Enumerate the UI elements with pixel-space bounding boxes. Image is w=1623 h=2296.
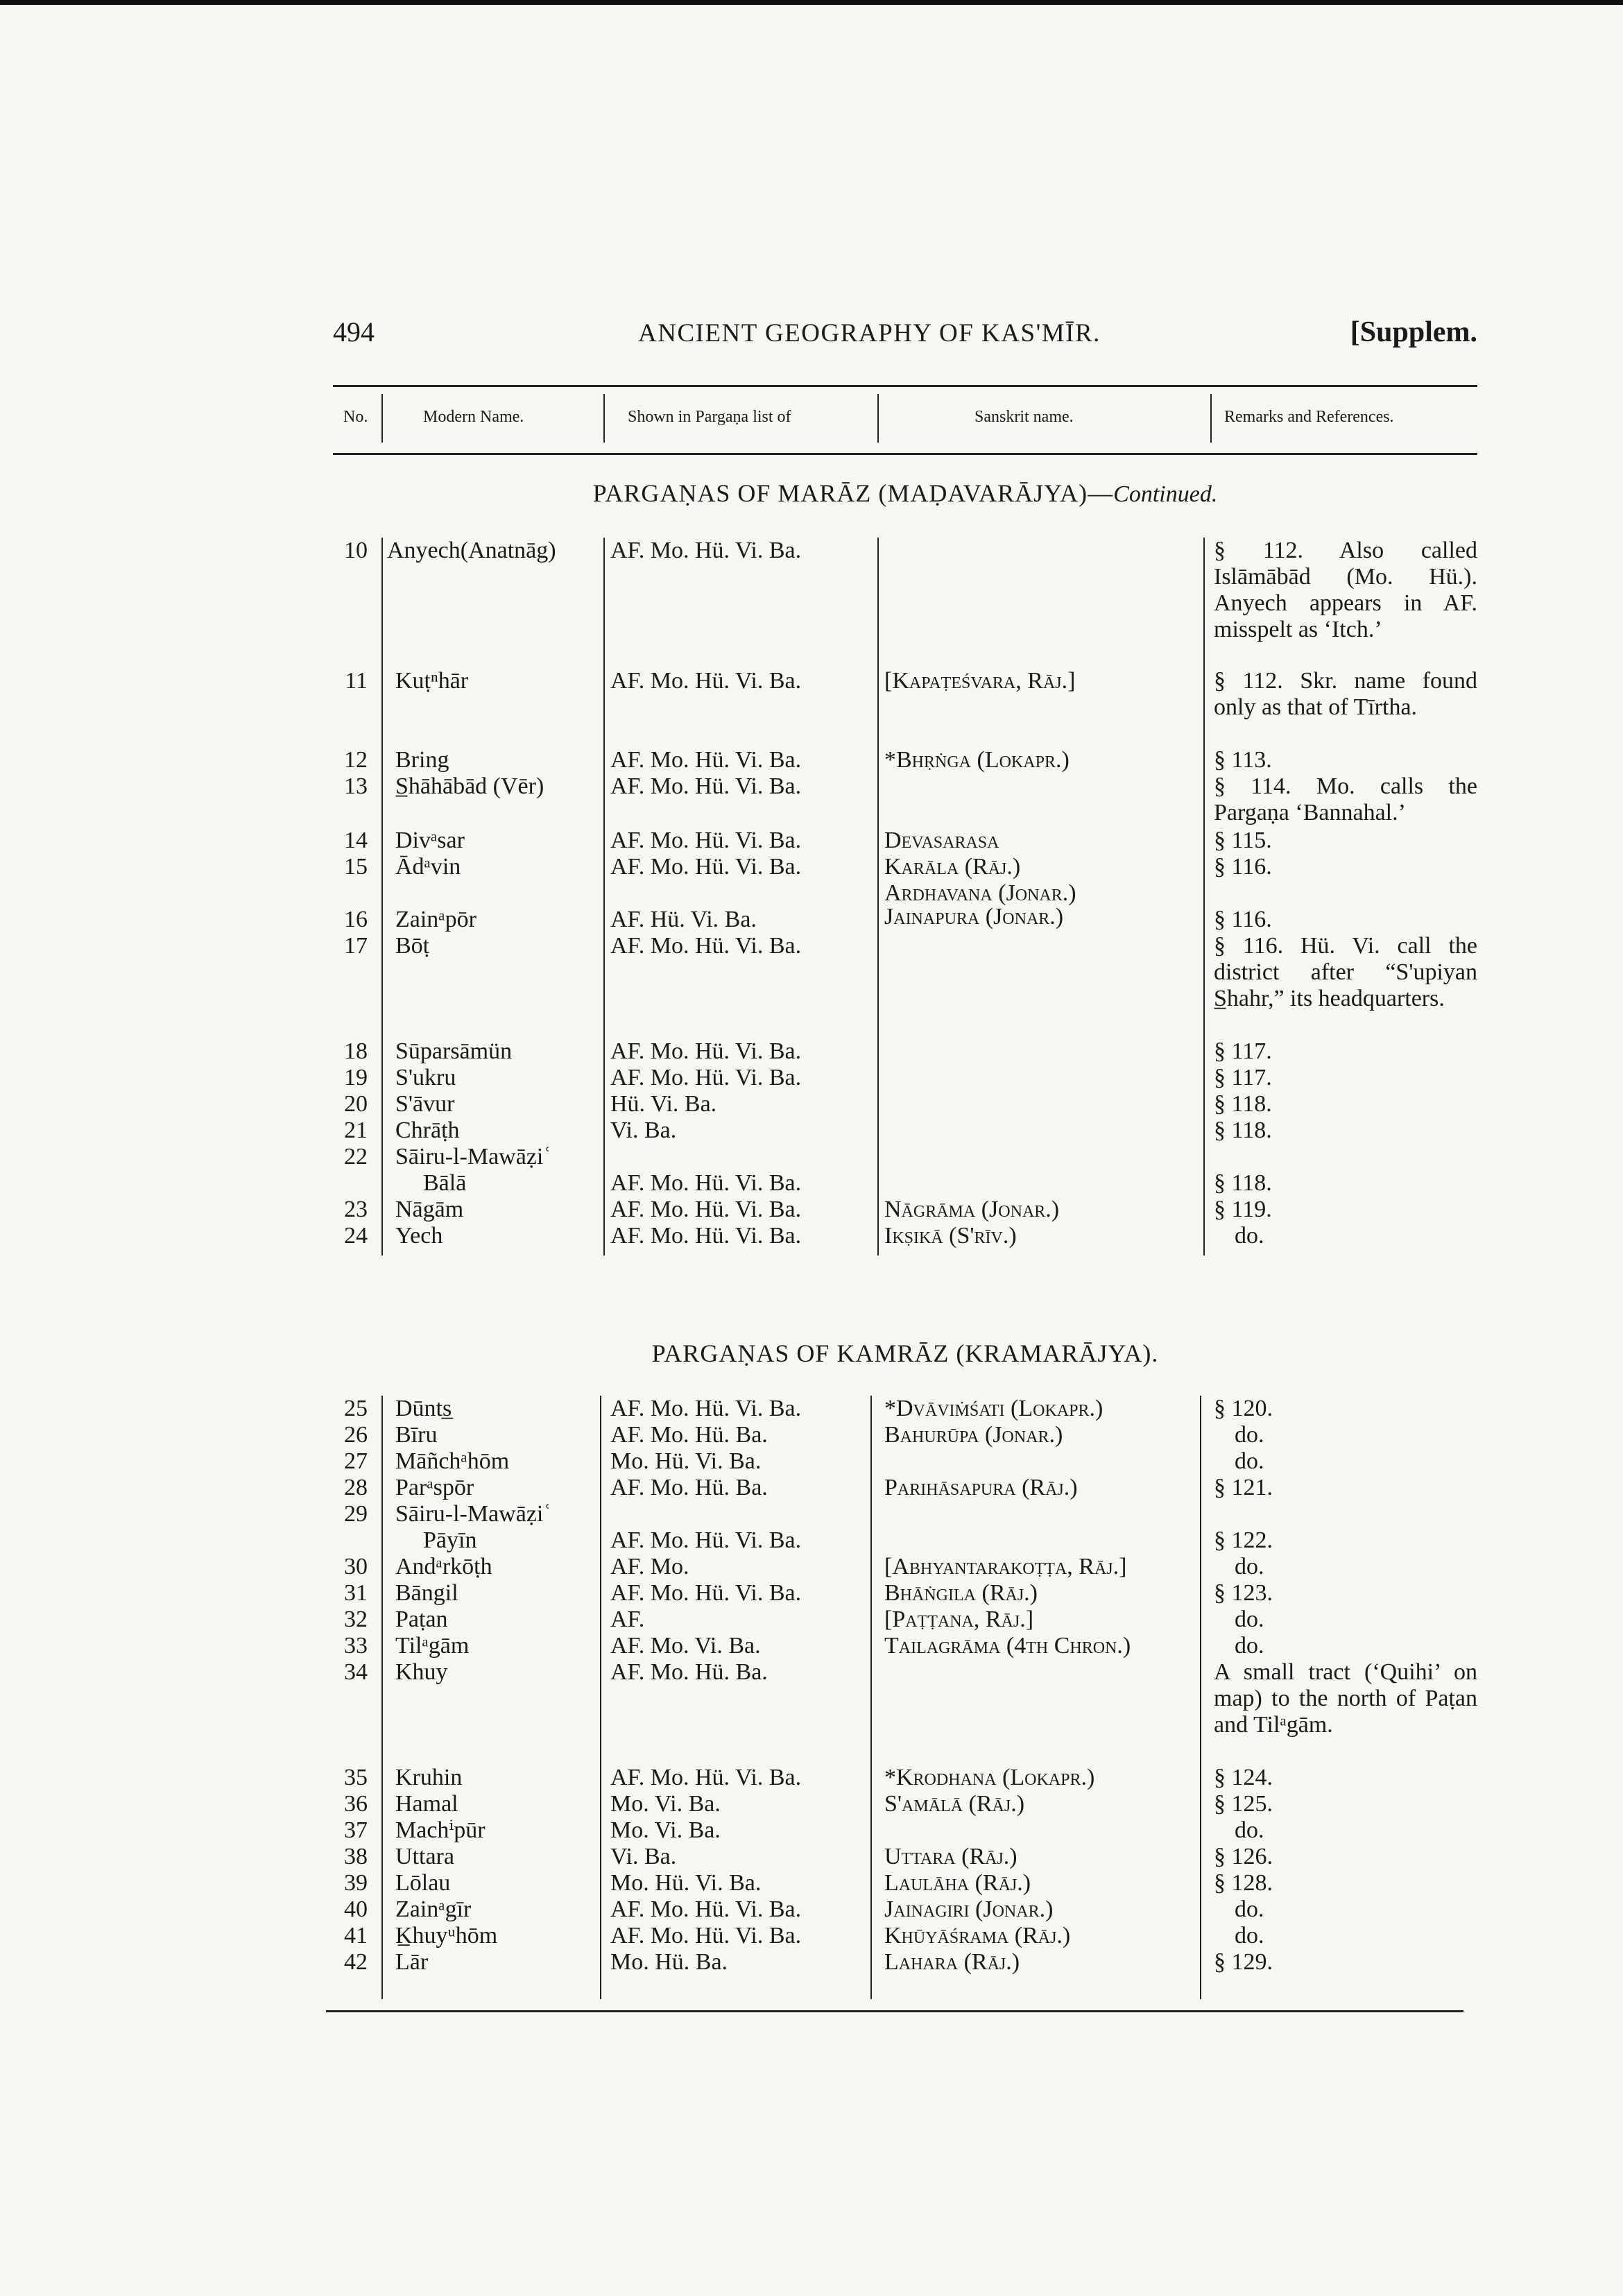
pargana-list: AF. Mo. Hü. Vi. Ba. — [610, 1765, 802, 1790]
pargana-list: AF. Mo. Vi. Ba. — [610, 1633, 761, 1659]
column-divider — [381, 1396, 383, 1999]
pargana-list: AF. Mo. Hü. Vi. Ba. — [610, 854, 802, 880]
column-divider — [603, 394, 605, 443]
column-divider — [600, 1396, 601, 1999]
modern-name: Tilᵃgām — [395, 1633, 470, 1659]
remarks: § 126. — [1214, 1844, 1273, 1869]
remarks: do. — [1235, 1554, 1264, 1579]
column-header-remarks: Remarks and References. — [1224, 408, 1394, 426]
remarks: do. — [1235, 1422, 1264, 1448]
modern-name: S̲hāhābād (Vēr) — [395, 773, 544, 799]
remarks: § 117. — [1214, 1065, 1272, 1090]
remarks: § 129. — [1214, 1949, 1273, 1975]
row-number: 33 — [344, 1633, 368, 1659]
modern-name: S'āvur — [395, 1091, 455, 1117]
column-divider — [877, 394, 879, 443]
pargana-list: Mo. Vi. Ba. — [610, 1791, 721, 1817]
remarks: A small tract (‘Quihi’ on map) to the north of Paṭan and Tilᵃgām. — [1214, 1659, 1477, 1738]
row-number: 15 — [344, 854, 368, 880]
modern-name-cont: Bālā — [423, 1170, 467, 1196]
remarks: § 118. — [1214, 1091, 1272, 1117]
column-divider — [1210, 394, 1212, 443]
sanskrit-name: Ikṣikā (S'rīv.) — [884, 1223, 1017, 1249]
row-number: 28 — [344, 1475, 368, 1500]
column-divider — [877, 538, 879, 1256]
remarks: § 124. — [1214, 1765, 1273, 1790]
remarks: § 128. — [1214, 1870, 1273, 1896]
section-title: PARGAṆAS OF MARĀZ (MAḌAVARĀJYA)— — [592, 479, 1114, 507]
sanskrit-name: Lahara (Rāj.) — [884, 1949, 1020, 1975]
pargana-list: AF. Mo. Hü. Vi. Ba. — [610, 747, 802, 773]
pargana-list: AF. Mo. Hü. Vi. Ba. — [610, 1896, 802, 1922]
page-top-edge — [0, 0, 1623, 5]
row-number: 18 — [344, 1038, 368, 1064]
pargana-list: AF. Mo. Hü. Vi. Ba. — [610, 1923, 802, 1948]
pargana-list: AF. Mo. Hü. Vi. Ba. — [610, 1038, 802, 1064]
sanskrit-name: Tailagrāma (4th Chron.) — [884, 1633, 1131, 1659]
remarks: § 125. — [1214, 1791, 1273, 1817]
pargana-list: AF. Mo. Hü. Vi. Ba. — [610, 1580, 802, 1606]
remarks: § 120. — [1214, 1396, 1273, 1421]
modern-name: Hamal — [395, 1791, 458, 1817]
modern-name: Uttara — [395, 1844, 454, 1869]
table-maraz — [333, 538, 1477, 1259]
pargana-list: AF. — [610, 1607, 645, 1632]
row-number: 35 — [344, 1765, 368, 1790]
modern-name: Paṭan — [395, 1607, 448, 1632]
pargana-list: Mo. Hü. Vi. Ba. — [610, 1448, 762, 1474]
modern-name: Bīru — [395, 1422, 438, 1448]
modern-name: Bring — [395, 747, 449, 773]
modern-name: Anyech(Anatnāg) — [387, 538, 556, 563]
row-number: 14 — [344, 828, 368, 853]
row-number: 41 — [344, 1923, 368, 1948]
row-number: 13 — [344, 773, 368, 799]
remarks: § 117. — [1214, 1038, 1272, 1064]
row-number: 29 — [344, 1501, 368, 1527]
pargana-list: Mo. Hü. Vi. Ba. — [610, 1870, 762, 1896]
modern-name: Lār — [395, 1949, 429, 1975]
modern-name: Divᵃsar — [395, 828, 465, 853]
remarks: § 115. — [1214, 828, 1272, 853]
pargana-list: Mo. Vi. Ba. — [610, 1817, 721, 1843]
row-number: 40 — [344, 1896, 368, 1922]
column-header-no: No. — [343, 408, 368, 426]
pargana-list: AF. Mo. Hü. Ba. — [610, 1475, 768, 1500]
row-number: 11 — [345, 668, 368, 694]
sanskrit-name: Laulāha (Rāj.) — [884, 1870, 1031, 1896]
bottom-rule — [326, 2010, 1463, 2012]
modern-name: Lōlau — [395, 1870, 451, 1896]
remarks: § 123. — [1214, 1580, 1273, 1606]
pargana-list: AF. Hü. Vi. Ba. — [610, 907, 757, 932]
row-number: 20 — [344, 1091, 368, 1117]
modern-name: S'ukru — [395, 1065, 456, 1090]
pargana-list: AF. Mo. Hü. Vi. Ba. — [610, 1197, 802, 1222]
sanskrit-name: Jainapura (Jonar.) — [884, 904, 1064, 929]
page-number: 494 — [333, 316, 375, 348]
remarks: § 119. — [1214, 1197, 1272, 1222]
modern-name: Sāiru-l-Mawāẓiʿ — [395, 1501, 551, 1527]
column-header-modern: Modern Name. — [423, 408, 524, 426]
remarks: § 114. Mo. calls the Pargaṇa ‘Bannahal.’ — [1214, 773, 1477, 825]
modern-name: Nāgām — [395, 1197, 464, 1222]
column-divider — [603, 538, 605, 1256]
sanskrit-name: Khūyāśrama (Rāj.) — [884, 1923, 1071, 1948]
row-number: 19 — [344, 1065, 368, 1090]
pargana-list: AF. Mo. Hü. Vi. Ba. — [610, 773, 802, 799]
sanskrit-name: *Dvāviṁśati (Lokapr.) — [884, 1396, 1104, 1421]
modern-name: Sāiru-l-Mawāẓiʿ — [395, 1144, 551, 1170]
column-header-sanskrit: Sanskrit name. — [974, 408, 1074, 426]
remarks: do. — [1235, 1448, 1264, 1474]
sanskrit-name: Nāgrāma (Jonar.) — [884, 1197, 1060, 1222]
sanskrit-name: Uttara (Rāj.) — [884, 1844, 1017, 1869]
modern-name: Zainᵃpōr — [395, 907, 476, 932]
sanskrit-name: [Kapaṭeśvara, Rāj.] — [884, 668, 1076, 694]
column-header-row — [333, 385, 1477, 455]
row-number: 24 — [344, 1223, 368, 1249]
pargana-list: Mo. Hü. Ba. — [610, 1949, 728, 1975]
row-number: 17 — [344, 933, 368, 959]
remarks: § 116. — [1214, 854, 1272, 880]
row-number: 25 — [344, 1396, 368, 1421]
row-number: 27 — [344, 1448, 368, 1474]
row-number: 16 — [344, 907, 368, 932]
sanskrit-name: Bahurūpa (Jonar.) — [884, 1422, 1063, 1448]
column-header-shown: Shown in Pargaṇa list of — [628, 408, 791, 426]
modern-name: Bāngil — [395, 1580, 458, 1606]
modern-name: Parᵃspōr — [395, 1475, 474, 1500]
modern-name: Yech — [395, 1223, 443, 1249]
sanskrit-name: Devasarasa — [884, 828, 999, 853]
column-divider — [1200, 1396, 1201, 1999]
modern-name: Māñchᵃhōm — [395, 1448, 510, 1474]
row-number: 30 — [344, 1554, 368, 1579]
modern-name: Khuy — [395, 1659, 448, 1685]
pargana-list: AF. Mo. Hü. Vi. Ba. — [610, 1170, 802, 1196]
remarks: do. — [1235, 1817, 1264, 1843]
pargana-list: AF. Mo. Hü. Vi. Ba. — [610, 668, 802, 694]
row-number: 42 — [344, 1949, 368, 1975]
sanskrit-name: *Krodhana (Lokapr.) — [884, 1765, 1095, 1790]
sanskrit-name: [Paṭṭana, Rāj.] — [884, 1607, 1034, 1632]
row-number: 21 — [344, 1117, 368, 1143]
remarks: § 118. — [1214, 1117, 1272, 1143]
sanskrit-name: *Bhṛṅga (Lokapr.) — [884, 747, 1070, 773]
pargana-list: Hü. Vi. Ba. — [610, 1091, 717, 1117]
sanskrit-name: Bhāṅgila (Rāj.) — [884, 1580, 1038, 1606]
page-title: ANCIENT GEOGRAPHY OF KAS'MĪR. — [638, 319, 1101, 348]
remarks: § 112. Also called Islāmābād (Mo. Hü.). Anyech appears in AF. misspelt as ‘Itch.’ — [1214, 538, 1477, 642]
modern-name: Machⁱpūr — [395, 1817, 486, 1843]
remarks: § 121. — [1214, 1475, 1273, 1500]
pargana-list: AF. Mo. Hü. Vi. Ba. — [610, 1065, 802, 1090]
pargana-list: AF. Mo. — [610, 1554, 689, 1579]
pargana-list: AF. Mo. Hü. Vi. Ba. — [610, 1223, 802, 1249]
sanskrit-name: [Abhyantarakoṭṭa, Rāj.] — [884, 1554, 1127, 1579]
remarks: § 122. — [1214, 1527, 1273, 1553]
sanskrit-name: S'amālā (Rāj.) — [884, 1791, 1025, 1817]
section-heading-maraz — [333, 479, 1477, 508]
remarks: § 118. — [1214, 1170, 1272, 1196]
row-number: 31 — [344, 1580, 368, 1606]
modern-name: Bōṭ — [395, 933, 430, 959]
running-header — [333, 316, 1477, 357]
row-number: 37 — [344, 1817, 368, 1843]
row-number: 26 — [344, 1422, 368, 1448]
pargana-list: AF. Mo. Hü. Vi. Ba. — [610, 933, 802, 959]
pargana-list: AF. Mo. Hü. Vi. Ba. — [610, 1396, 802, 1421]
remarks: do. — [1235, 1923, 1264, 1948]
pargana-list: AF. Mo. Hü. Vi. Ba. — [610, 538, 802, 563]
pargana-list: AF. Mo. Hü. Vi. Ba. — [610, 828, 802, 853]
row-number: 39 — [344, 1870, 368, 1896]
row-number: 38 — [344, 1844, 368, 1869]
row-number: 22 — [344, 1144, 368, 1170]
sanskrit-name: Jainagiri (Jonar.) — [884, 1896, 1054, 1922]
modern-name: Dūnts̲ — [395, 1396, 452, 1421]
modern-name: Kruhin — [395, 1765, 463, 1790]
modern-name: Chrāṭh — [395, 1117, 460, 1143]
sanskrit-name-alt: Ardhavana (Jonar.) — [884, 880, 1076, 906]
sanskrit-name: Parihāsapura (Rāj.) — [884, 1475, 1078, 1500]
modern-name: Zainᵃgīr — [395, 1896, 472, 1922]
pargana-list: AF. Mo. Hü. Ba. — [610, 1659, 768, 1685]
section-title: PARGAṆAS OF KAMRĀZ (KRAMARĀJYA). — [651, 1339, 1159, 1367]
modern-name: Ādᵃvin — [395, 854, 461, 880]
row-number: 12 — [344, 747, 368, 773]
section-title-suffix: Continued. — [1113, 481, 1218, 507]
pargana-list: Vi. Ba. — [610, 1844, 677, 1869]
pargana-list: AF. Mo. Hü. Ba. — [610, 1422, 768, 1448]
row-number: 10 — [344, 538, 368, 563]
remarks: § 112. Skr. name found only as that of Tīrtha. — [1214, 668, 1477, 720]
modern-name-cont: Pāyīn — [423, 1527, 477, 1553]
remarks: do. — [1235, 1896, 1264, 1922]
modern-name: K̲huyᵘhōm — [395, 1923, 498, 1948]
remarks: § 116. Hü. Vi. call the district after “S'upiyan S̲hahr,” its headquarters. — [1214, 933, 1477, 1011]
modern-name: Andᵃrkōṭh — [395, 1554, 492, 1579]
pargana-list: AF. Mo. Hü. Vi. Ba. — [610, 1527, 802, 1553]
column-divider — [381, 394, 383, 443]
sanskrit-name: Karāla (Rāj.) — [884, 854, 1021, 880]
column-divider — [870, 1396, 872, 1999]
row-number: 36 — [344, 1791, 368, 1817]
remarks: do. — [1235, 1607, 1264, 1632]
row-number: 23 — [344, 1197, 368, 1222]
row-number: 34 — [344, 1659, 368, 1685]
row-number: 32 — [344, 1607, 368, 1632]
pargana-list: Vi. Ba. — [610, 1117, 677, 1143]
remarks: do. — [1235, 1633, 1264, 1659]
remarks: do. — [1235, 1223, 1264, 1249]
remarks: § 113. — [1214, 747, 1272, 773]
modern-name: Sūparsāmün — [395, 1038, 513, 1064]
section-heading-kamraz — [333, 1339, 1477, 1368]
section-label: [Supplem. — [1350, 316, 1477, 348]
column-divider — [381, 538, 383, 1256]
column-divider — [1203, 538, 1205, 1256]
remarks: § 116. — [1214, 907, 1272, 932]
modern-name: Kuṭⁿhār — [395, 668, 469, 694]
